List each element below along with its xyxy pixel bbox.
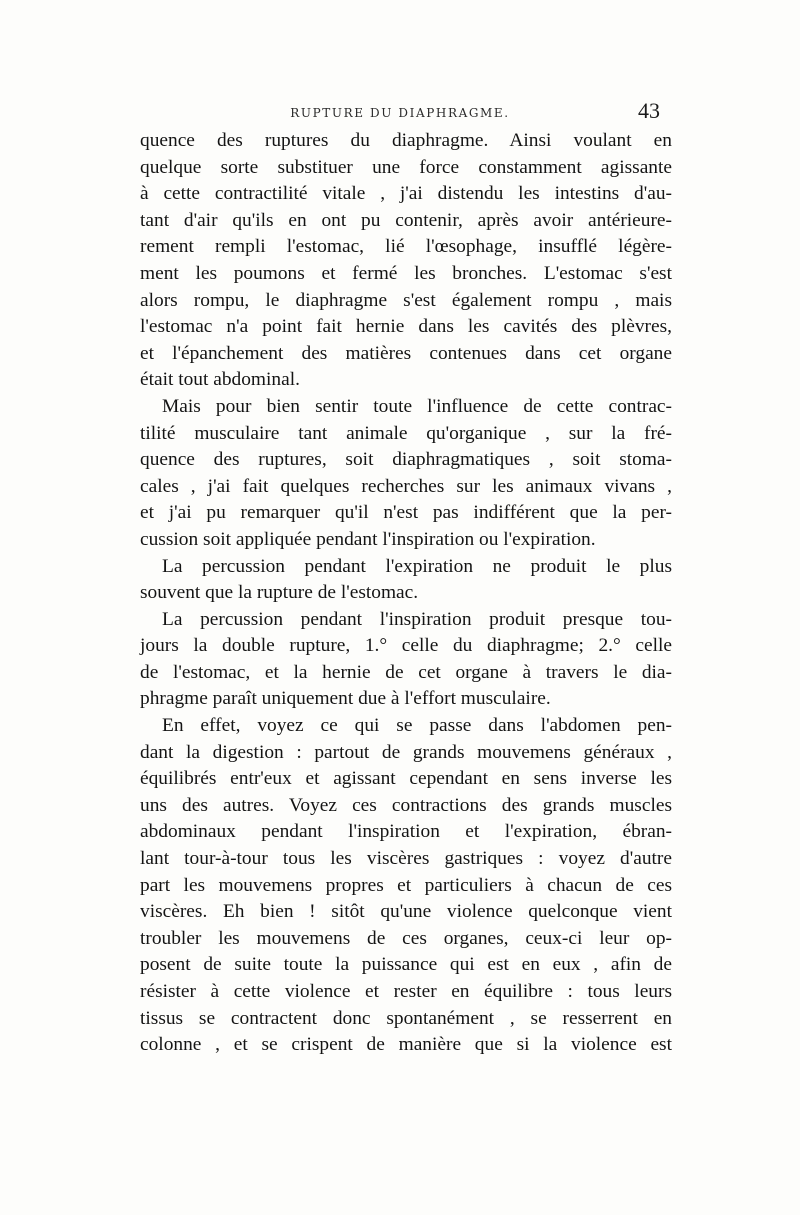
text-line: souvent que la rupture de l'estomac.: [140, 582, 419, 604]
text-line: ment les poumons et fermé les bronches. L'estomac s'est: [140, 262, 672, 284]
text-line: dant la digestion : partout de grands mouvemens généraux ,: [140, 741, 672, 763]
text-line: l'estomac n'a point fait hernie dans les cavités des plèvres,: [140, 316, 672, 338]
text-line: tilité musculaire tant animale qu'organique , sur la fré-: [140, 422, 672, 444]
text-line: uns des autres. Voyez ces contractions des grands muscles: [140, 794, 672, 816]
text-line: et l'épanchement des matières contenues dans cet organe: [140, 342, 672, 364]
text-line: troubler les mouvemens de ces organes, ceux-ci leur op-: [140, 927, 672, 949]
text-line: de l'estomac, et la hernie de cet organe à travers le dia-: [140, 661, 672, 683]
paragraph-start-line: La percussion pendant l'expiration ne produit le plus: [162, 555, 672, 577]
text-line: tant d'air qu'ils en ont pu contenir, après avoir antérieure-: [140, 209, 672, 231]
text-line: jours la double rupture, 1.° celle du diaphragme; 2.° celle: [140, 635, 672, 657]
text-line: cales , j'ai fait quelques recherches sur les animaux vivans ,: [140, 475, 672, 497]
text-line: résister à cette violence et rester en équilibre : tous leurs: [140, 981, 672, 1002]
text-line: rement rempli l'estomac, lié l'œsophage, insufflé légère-: [140, 236, 672, 258]
text-line: à cette contractilité vitale , j'ai distendu les intestins d'au-: [140, 183, 672, 205]
text-line: colonne , et se crispent de manière que si la violence est: [140, 1034, 672, 1056]
text-line: part les mouvemens propres et particuliers à chacun de ces: [140, 874, 672, 896]
paragraph-start-line: En effet, voyez ce qui se passe dans l'abdomen pen-: [162, 715, 672, 737]
text-line: phragme paraît uniquement due à l'effort musculaire.: [140, 688, 551, 710]
paragraph-start-line: La percussion pendant l'inspiration produit presque tou-: [162, 608, 672, 630]
text-line: quence des ruptures du diaphragme. Ainsi voulant en: [140, 130, 672, 151]
page-number: 43: [638, 98, 660, 123]
text-line: viscères. Eh bien ! sitôt qu'une violence quelconque vient: [140, 901, 672, 923]
body-text: [140, 128, 672, 1059]
page-header: [140, 92, 660, 128]
running-title: RUPTURE DU DIAPHRAGME.: [290, 106, 510, 120]
text-line: était tout abdominal.: [140, 369, 300, 391]
text-line: alors rompu, le diaphragme s'est également rompu , mais: [140, 289, 672, 311]
text-line: abdominaux pendant l'inspiration et l'expiration, ébran-: [140, 821, 672, 843]
text-line: quelque sorte substituer une force constamment agissante: [140, 156, 672, 178]
text-line: lant tour-à-tour tous les viscères gastriques : voyez d'autre: [140, 848, 672, 870]
text-line: tissus se contractent donc spontanément , se resserrent en: [140, 1007, 672, 1029]
paragraph-start-line: Mais pour bien sentir toute l'influence de cette contrac-: [162, 395, 672, 417]
text-line: cussion soit appliquée pendant l'inspiration ou l'expiration.: [140, 528, 596, 550]
text-line: quence des ruptures, soit diaphragmatiques , soit stoma-: [140, 449, 672, 471]
text-line: posent de suite toute la puissance qui est en eux , afin de: [140, 954, 672, 976]
text-line: et j'ai pu remarquer qu'il n'est pas indifférent que la per-: [140, 502, 672, 524]
text-line: équilibrés entr'eux et agissant cependant en sens inverse les: [140, 768, 672, 790]
